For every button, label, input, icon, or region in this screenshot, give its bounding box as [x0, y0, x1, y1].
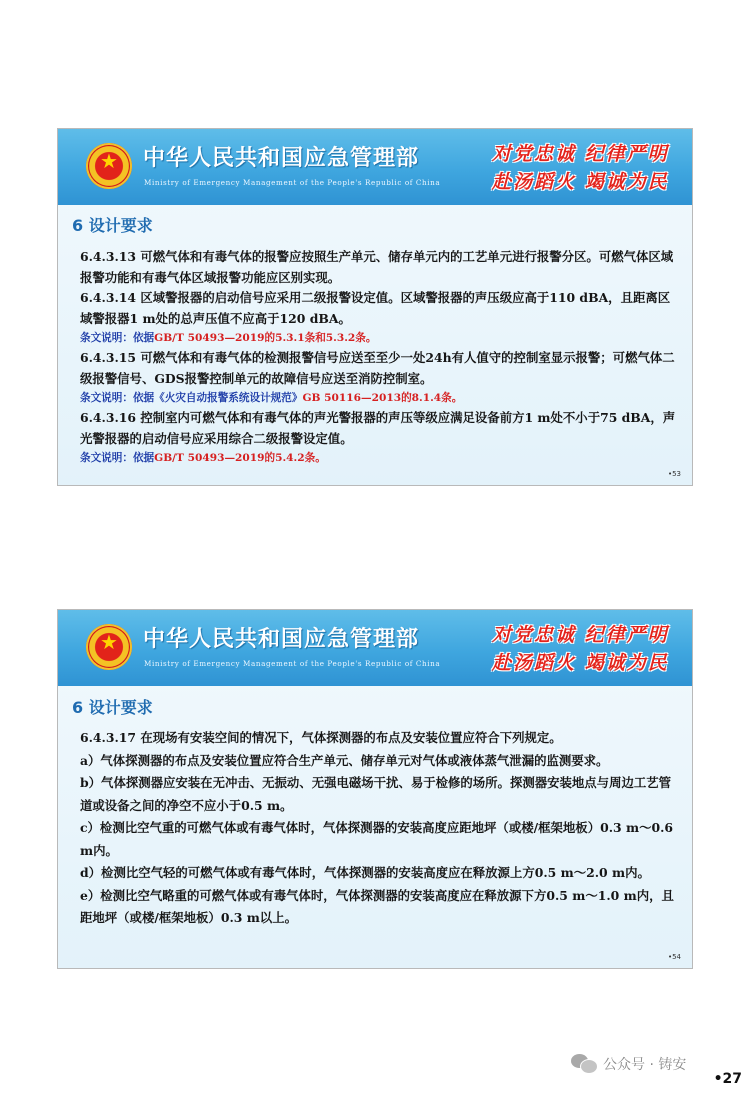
motto-line-2: 赴汤蹈火 竭诚为民	[492, 171, 669, 193]
clause-item-c: c）检测比空气重的可燃气体或有毒气体时，气体探测器的安装高度应距地坪（或楼/框架地板）0.3 m～0.6 m内。	[80, 820, 674, 858]
clause-item-e: e）检测比空气略重的可燃气体或有毒气体时，气体探测器的安装高度应在释放源下方0.5 m～1.0 m内，且距地坪（或楼/框架地板）0.3 m以上。	[80, 887, 674, 925]
clause-note	[80, 329, 678, 348]
wechat-account-label: 公众号 · 铸安	[603, 1057, 687, 1073]
slide-body	[80, 727, 678, 930]
clause-note	[80, 449, 678, 468]
clause-item-a: a）气体探测器的布点及安装位置应符合生产单元、储存单元对气体或液体蒸气泄漏的监测要求。	[80, 752, 609, 768]
section-title: 6 设计要求	[72, 216, 153, 235]
ministry-banner	[58, 129, 692, 205]
slide-54	[57, 609, 693, 969]
clause-6-4-3-13: 6.4.3.13 可燃气体和有毒气体的报警应按照生产单元、储存单元内的工艺单元进行报警分区。可燃气体区域报警功能和有毒气体区域报警功能应区别实现。	[80, 249, 674, 285]
clause-note	[80, 389, 678, 408]
clause-6-4-3-17: 6.4.3.17 在现场有安装空间的情况下，气体探测器的布点及安装位置应符合下列规定。	[80, 730, 562, 745]
motto-line-1: 对党忠诚 纪律严明	[492, 143, 669, 165]
national-emblem-icon: ★	[86, 624, 132, 670]
motto-line-1: 对党忠诚 纪律严明	[492, 624, 669, 646]
clause-item-d: d）检测比空气轻的可燃气体或有毒气体时，气体探测器的安装高度应在释放源上方0.5 m～2.0 m内。	[80, 865, 650, 880]
note-reference: GB/T 50493—2019的5.3.1条和5.3.2条。	[154, 332, 377, 344]
note-reference: GB 50116—2013的8.1.4条。	[302, 392, 463, 404]
clause-item-b: b）气体探测器应安装在无冲击、无振动、无强电磁场干扰、易于检修的场所。探测器安装地点与周边工艺管道或设备之间的净空不应小于0.5 m。	[80, 775, 672, 813]
section-title: 6 设计要求	[72, 698, 153, 717]
motto-line-2: 赴汤蹈火 竭诚为民	[492, 652, 669, 674]
clause-6-4-3-14: 6.4.3.14 区域警报器的启动信号应采用二级报警设定值。区域警报器的声压级应高于110 dBA，且距离区域警报器1 m处的总声压值不应高于120 dBA。	[80, 290, 671, 326]
ministry-name-cn: 中华人民共和国应急管理部	[143, 146, 420, 171]
ministry-name-en: Ministry of Emergency Management of the People's Republic of China	[144, 178, 441, 187]
wechat-icon	[571, 1054, 597, 1072]
note-label: 条文说明：依据	[80, 332, 155, 344]
clause-6-4-3-16: 6.4.3.16 控制室内可燃气体和有毒气体的声光警报器的声压等级应满足设备前方1 m处不小于75 dBA，声光警报器的启动信号应采用综合二级报警设定值。	[80, 410, 676, 446]
ministry-name-en: Ministry of Emergency Management of the People's Republic of China	[144, 659, 441, 668]
slide-page-number: •54	[667, 953, 681, 961]
slide-body	[80, 247, 678, 468]
slide-53	[57, 128, 693, 486]
wechat-account-link[interactable]	[571, 1054, 686, 1076]
clause-6-4-3-15: 6.4.3.15 可燃气体和有毒气体的检测报警信号应送至至少一处24h有人值守的控制室显示报警；可燃气体二级报警信号、GDS报警控制单元的故障信号应送至消防控制室。	[80, 350, 675, 386]
ministry-banner	[58, 610, 692, 686]
document-page-number: •27	[713, 1071, 742, 1087]
national-emblem-icon: ★	[86, 143, 132, 189]
note-label: 条文说明：依据《火灾自动报警系统设计规范》	[80, 392, 303, 404]
note-label: 条文说明：依据	[80, 452, 155, 464]
slide-page-number: •53	[667, 470, 681, 478]
ministry-name-cn: 中华人民共和国应急管理部	[143, 627, 420, 652]
note-reference: GB/T 50493—2019的5.4.2条。	[154, 452, 326, 464]
